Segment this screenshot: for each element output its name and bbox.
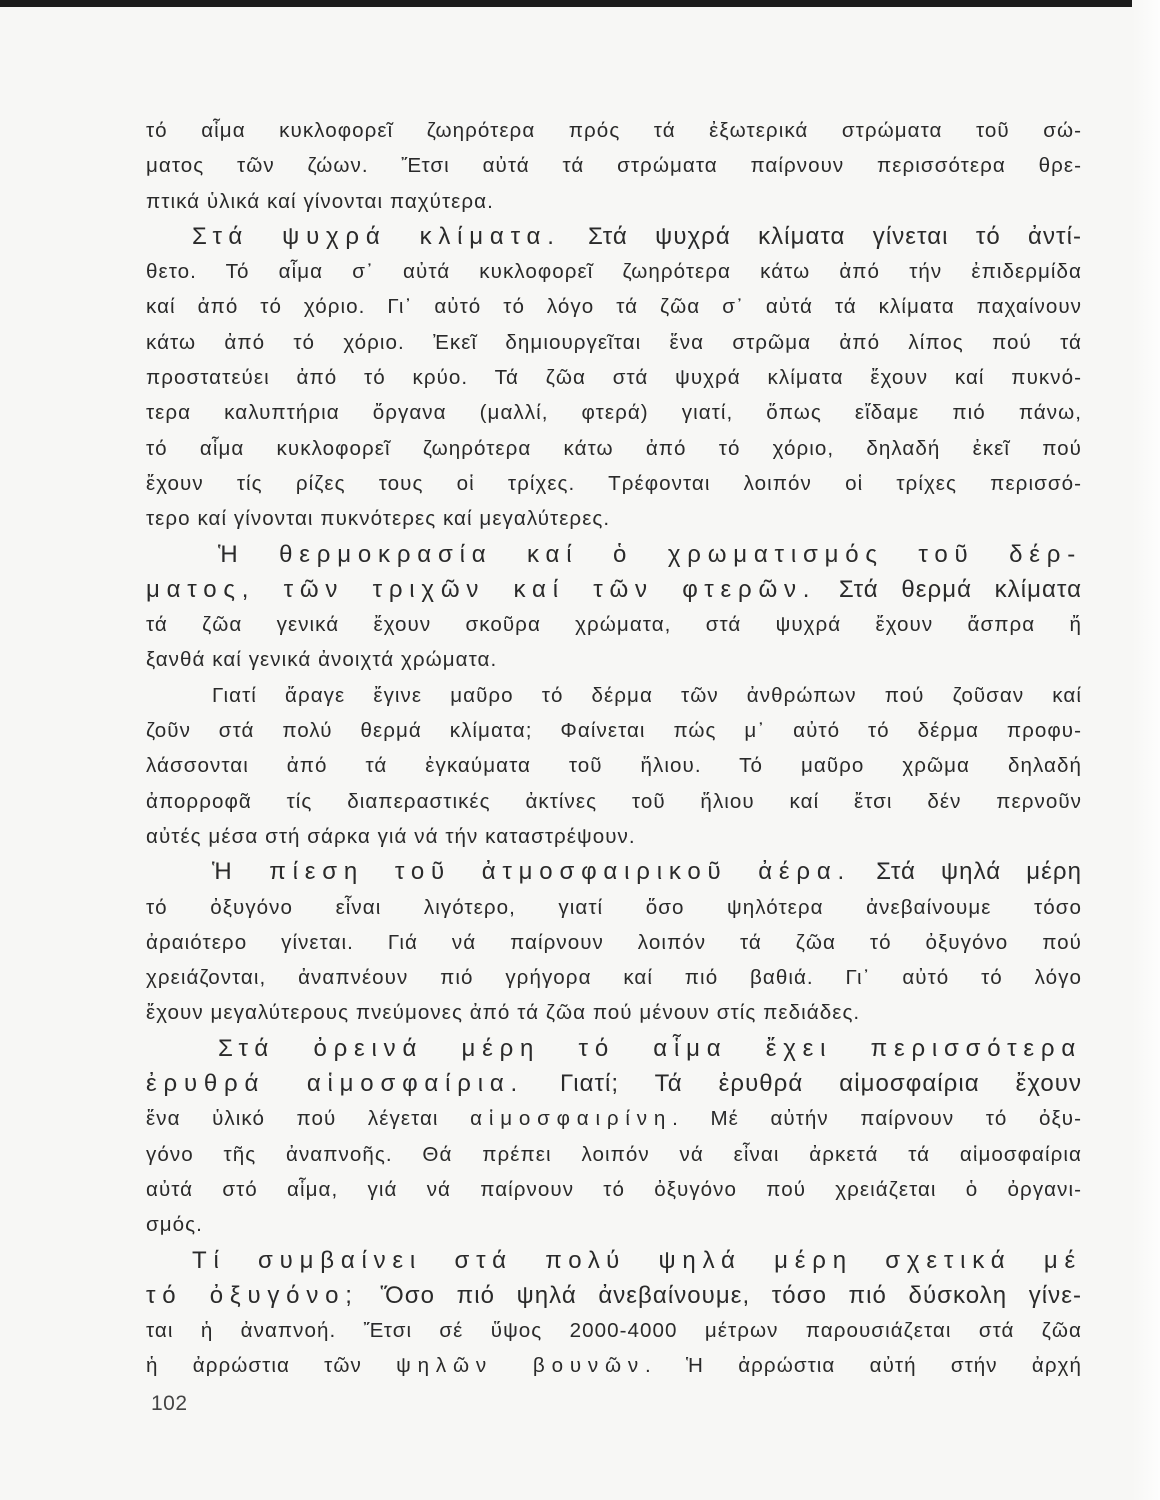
text-line: σμός. xyxy=(146,1213,203,1237)
text-line: τερα καλυπτήρια ὄργανα (μαλλί, φτερά) γιατί, ὅπως εἴδαμε πιό πάνω, xyxy=(146,401,1082,425)
paragraph-heading-line xyxy=(146,1031,1082,1066)
text-run: . Μέ αὐτήν παίρνουν τό ὀξυ- xyxy=(672,1107,1082,1131)
text-line: αὐτές μέσα στή σάρκα γιά νά τήν καταστρέψουν. xyxy=(146,824,636,848)
text-line: ματος τῶν ζώων. Ἔτσι αὐτά τά στρώματα παίρνουν περισσότερα θρε- xyxy=(146,154,1082,178)
text-line: κάτω ἀπό τό χόριο. Ἐκεῖ δημιουργεῖται ἕνα στρῶμα ἀπό λίπος πού τά xyxy=(146,330,1082,354)
page-edge-shadow xyxy=(1132,0,1160,1500)
text-line: τά ζῶα γενικά ἔχουν σκοῦρα χρώματα, στά ψυχρά ἔχουν ἄσπρα ἤ xyxy=(146,613,1082,637)
text-line: τερο καί γίνονται πυκνότερες καί μεγαλύτερες. xyxy=(146,507,611,531)
text-line xyxy=(146,1348,1082,1383)
body-text xyxy=(146,113,1082,1384)
text-run: Στά ψηλά μέρη xyxy=(851,858,1082,886)
text-line: ξανθά καί γενικά ἀνοιχτά χρώματα. xyxy=(146,648,498,672)
heading-mountain-blood: Στά ὀρεινά μέρη τό αἷμα ἔχει περισσότερα xyxy=(218,1034,1082,1062)
text-line: χρειάζονται, ἀναπνέουν πιό γρήγορα καί πιό βαθιά. Γι᾿ αὐτό τό λόγο xyxy=(146,966,1082,990)
text-line: ται ἡ ἀναπνοή. Ἔτσι σέ ὕψος 2000-4000 μέτρων παρουσιάζεται στά ζῶα xyxy=(146,1319,1082,1343)
top-edge-rule xyxy=(0,0,1160,7)
paragraph-heading-line xyxy=(146,854,1082,889)
text-line: ἀπορροφᾶ τίς διαπεραστικές ἀκτίνες τοῦ ἥλιου καί ἔτσι δέν περνοῦν xyxy=(146,789,1082,813)
text-run: ἕνα ὑλικό πού λέγεται xyxy=(146,1107,471,1131)
text-line: αὐτά στό αἷμα, γιά νά παίρνουν τό ὀξυγόνο πού χρειάζεται ὁ ὀργανι- xyxy=(146,1177,1082,1201)
paragraph-heading-line xyxy=(146,219,1082,254)
paragraph-heading-line xyxy=(146,1066,1082,1101)
heading-cold-climates: Στά ψυχρά κλίματα. xyxy=(192,222,561,250)
heading-high-altitude: Τί συμβαίνει στά πολύ ψηλά μέρη σχετικά μέ xyxy=(192,1246,1082,1274)
text-line: ἔχουν μεγαλύτερους πνεύμονες ἀπό τά ζῶα πού μένουν στίς πεδιάδες. xyxy=(146,1001,861,1025)
text-run: . Ἡ ἀρρώστια αὐτή στήν ἀρχή xyxy=(644,1354,1082,1378)
paragraph-heading-line xyxy=(146,1243,1082,1278)
text-line: ἀραιότερο γίνεται. Γιά νά παίρνουν λοιπόν τά ζῶα τό ὀξυγόνο πού xyxy=(146,930,1082,954)
paragraph-heading-line xyxy=(146,572,1082,607)
text-line: ἔχουν τίς ρίζες τους οἱ τρίχες. Τρέφονται λοιπόν οἱ τρίχες περισσό- xyxy=(146,471,1082,495)
page-number: 102 xyxy=(151,1392,188,1415)
text-line: καί ἀπό τό χόριο. Γι᾿ αὐτό τό λόγο τά ζῶα σ᾿ αὐτά τά κλίματα παχαίνουν xyxy=(146,295,1082,319)
heading-temperature-colouring-cont: ματος, τῶν τριχῶν καί τῶν φτερῶν. xyxy=(146,575,817,603)
text-line: τό αἷμα κυκλοφορεῖ ζωηρότερα πρός τά ἐξωτερικά στρώματα τοῦ σώ- xyxy=(146,119,1082,142)
text-line: Γιατί ἄραγε ἔγινε μαῦρο τό δέρμα τῶν ἀνθρώπων πού ζοῦσαν καί xyxy=(212,683,1082,707)
text-line: λάσσονται ἀπό τά ἐγκαύματα τοῦ ἥλιου. Τό μαῦρο χρῶμα δηλαδή xyxy=(146,754,1082,778)
heading-temperature-colouring: Ἡ θερμοκρασία καί ὁ χρωματισμός τοῦ δέρ- xyxy=(218,540,1082,568)
text-line: θετο. Τό αἷμα σ᾿ αὐτά κυκλοφορεῖ ζωηρότερα κάτω ἀπό τήν ἐπιδερμίδα xyxy=(146,260,1082,284)
term-haemoglobin: αἱμοσφαιρίνη xyxy=(470,1107,673,1131)
text-line: τό αἷμα κυκλοφορεῖ ζωηρότερα κάτω ἀπό τό χόριο, δηλαδή ἐκεῖ πού xyxy=(146,436,1082,460)
heading-mountain-blood-cont: ἐρυθρά αἱμοσφαίρια. xyxy=(146,1070,524,1098)
text-run: ἡ ἀρρώστια τῶν xyxy=(146,1354,397,1378)
heading-high-altitude-cont: τό ὀξυγόνο; xyxy=(146,1281,359,1309)
text-line: πτικά ὑλικά καί γίνονται παχύτερα. xyxy=(146,189,494,213)
paragraph-heading-line xyxy=(146,537,1082,572)
text-line: γόνο τῆς ἀναπνοῆς. Θά πρέπει λοιπόν νά εἶναι ἀρκετά τά αἱμοσφαίρια xyxy=(146,1142,1082,1166)
text-line: ζοῦν στά πολύ θερμά κλίματα; Φαίνεται πώς μ᾿ αὐτό τό δέρμα προφυ- xyxy=(146,719,1082,743)
text-run: Στά ψυχρά κλίματα γίνεται τό ἀντί- xyxy=(560,222,1082,250)
text-line xyxy=(146,1101,1082,1136)
text-run: Γιατί; Τά ἐρυθρά αἱμοσφαίρια ἔχουν xyxy=(523,1070,1082,1098)
heading-air-pressure: Ἡ πίεση τοῦ ἀτμοσφαιρικοῦ ἀέρα. xyxy=(212,858,852,886)
paragraph-heading-line xyxy=(146,1278,1082,1313)
text-line: τό ὀξυγόνο εἶναι λιγότερο, γιατί ὅσο ψηλότερα ἀνεβαίνουμε τόσο xyxy=(146,895,1082,919)
term-mountain-sickness: ψηλῶν βουνῶν xyxy=(396,1354,645,1378)
text-run: Ὅσο πιό ψηλά ἀνεβαίνουμε, τόσο πιό δύσκολη γίνε- xyxy=(358,1281,1082,1309)
text-run: Στά θερμά κλίματα xyxy=(816,575,1082,603)
text-line: προστατεύει ἀπό τό κρύο. Τά ζῶα στά ψυχρά κλίματα ἔχουν καί πυκνό- xyxy=(146,366,1082,390)
